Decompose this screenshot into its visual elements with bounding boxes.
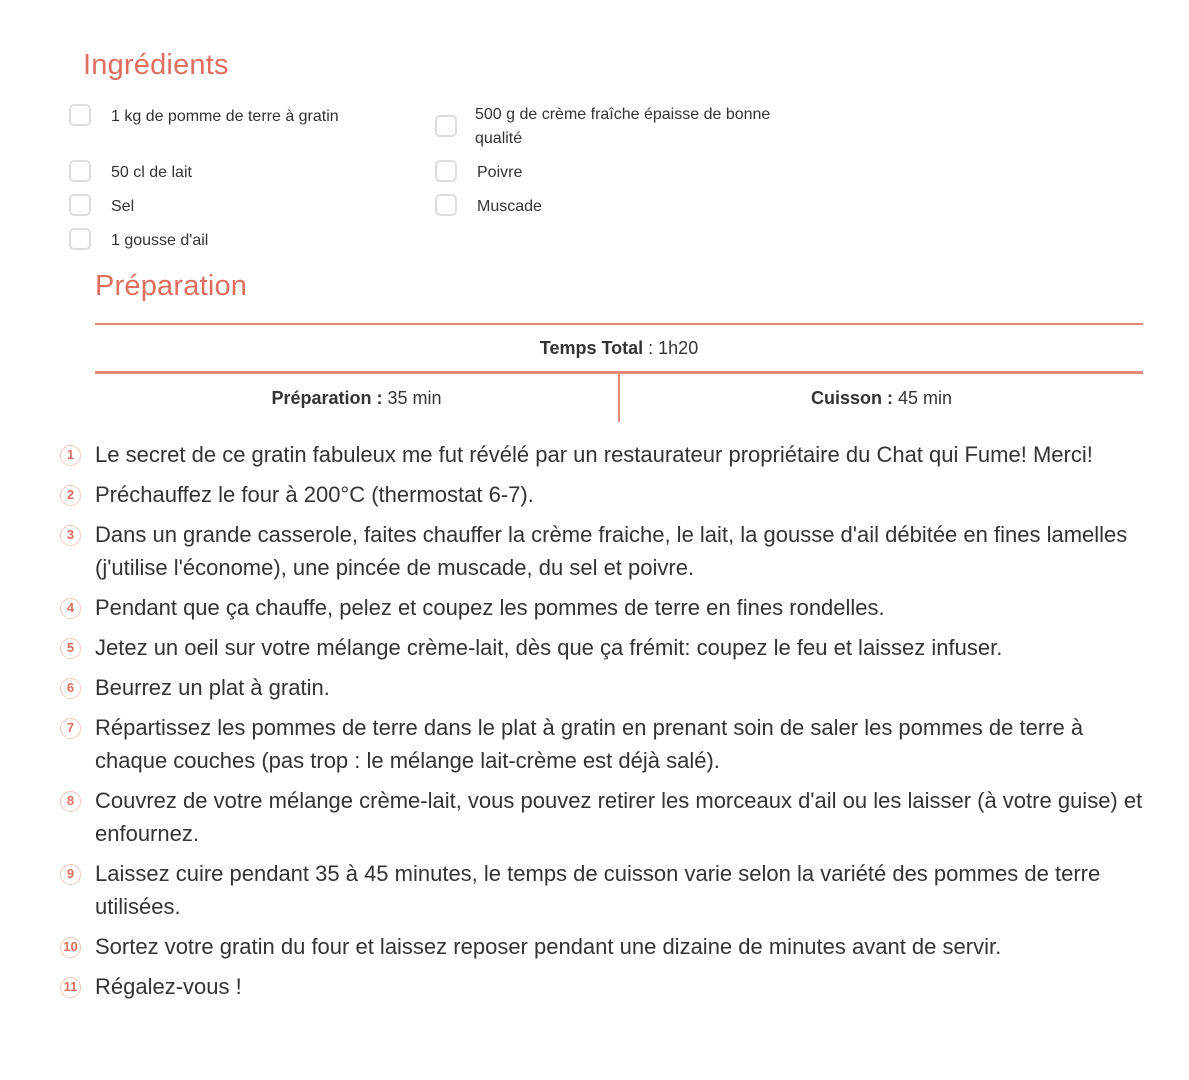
cook-time [620, 374, 1143, 422]
step-text: Le secret de ce gratin fabuleux me fut révélé par un restaurateur propriétaire du Chat qui Fume! Merci! [95, 442, 1093, 467]
step-item [60, 478, 1160, 511]
step-text: Jetez un oeil sur votre mélange crème-lait, dès que ça frémit: coupez le feu et laissez infuser. [95, 635, 1003, 660]
ingredient-label: 1 gousse d'ail [111, 232, 209, 249]
ingredients-title: Ingrédients [83, 49, 229, 81]
prep-time-label: Préparation : [271, 388, 383, 408]
step-item [60, 857, 1160, 923]
step-number: 6 [60, 678, 81, 699]
cook-time-value: 45 min [898, 388, 953, 408]
step-text: Préchauffez le four à 200°C (thermostat 6-7). [95, 482, 534, 507]
ingredient-label: Poivre [477, 164, 523, 181]
total-time: Temps Total : 1h20 [539, 338, 699, 358]
ingredient-checkbox[interactable] [435, 160, 457, 182]
step-number: 7 [60, 718, 81, 739]
step-text: Répartissez les pommes de terre dans le plat à gratin en prenant soin de saler les pommes de terre à chaque couches (pas trop : le mélange lait-crème est déjà salé). [95, 715, 1084, 773]
ingredient-checkbox[interactable] [69, 160, 91, 182]
step-number: 5 [60, 638, 81, 659]
step-number: 1 [60, 445, 81, 466]
step-item [60, 591, 1160, 624]
ingredient-checkbox[interactable] [69, 104, 91, 126]
ingredient-checkbox[interactable] [69, 228, 91, 250]
step-item [60, 671, 1160, 704]
cook-time-label: Cuisson : [810, 388, 893, 408]
ingredient-label: Sel [111, 198, 135, 215]
step-item [60, 970, 1160, 1003]
step-number: 3 [60, 525, 81, 546]
total-time-label: Temps Total [539, 338, 644, 358]
ingredient-label: 1 kg de pomme de terre à gratin [111, 108, 339, 125]
step-text: Régalez-vous ! [95, 974, 242, 999]
preparation-title: Préparation [95, 270, 248, 302]
ingredient-checkbox[interactable] [69, 194, 91, 216]
ingredient-label: Muscade [477, 198, 542, 215]
step-item [60, 631, 1160, 664]
times-table [95, 323, 1143, 422]
step-number: 11 [60, 977, 81, 998]
ingredient-label: 500 g de crème fraîche épaisse de bonne qualité [475, 106, 771, 147]
prep-time [95, 374, 618, 422]
prep-time-value: 35 min [387, 388, 442, 408]
step-text: Dans un grande casserole, faites chauffer la crème fraiche, le lait, la gousse d'ail débitée en fines lamelles (j'utilise l'économe), une pincée de muscade, du sel et poivre. [95, 522, 1128, 580]
step-item [60, 784, 1160, 850]
step-number: 9 [60, 864, 81, 885]
step-item [60, 518, 1160, 584]
steps-list [60, 438, 1160, 1010]
step-number: 8 [60, 791, 81, 812]
step-number: 10 [60, 937, 81, 958]
step-item [60, 711, 1160, 777]
step-text: Sortez votre gratin du four et laissez reposer pendant une dizaine de minutes avant de servir. [95, 934, 1002, 959]
step-text: Beurrez un plat à gratin. [95, 675, 330, 700]
step-item [60, 930, 1160, 963]
step-text: Laissez cuire pendant 35 à 45 minutes, le temps de cuisson varie selon la variété des pommes de terre utilisées. [95, 861, 1101, 919]
ingredient-checkbox[interactable] [435, 194, 457, 216]
step-text: Couvrez de votre mélange crème-lait, vous pouvez retirer les morceaux d'ail ou les laisser (à votre guise) et enfournez. [95, 788, 1143, 846]
step-number: 4 [60, 598, 81, 619]
ingredient-label: 50 cl de lait [111, 164, 192, 181]
total-time-value: 1h20 [658, 338, 699, 358]
ingredient-checkbox[interactable] [435, 115, 457, 137]
step-item [60, 438, 1160, 471]
step-text: Pendant que ça chauffe, pelez et coupez les pommes de terre en fines rondelles. [95, 595, 885, 620]
step-number: 2 [60, 485, 81, 506]
